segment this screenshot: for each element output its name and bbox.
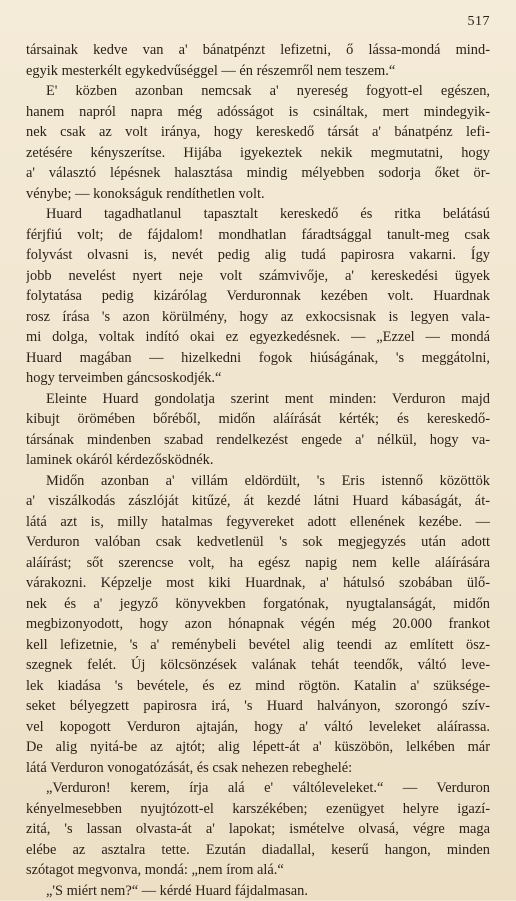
text-line: egyik mesterkélt egykedvűséggel — én részemről nem teszem.“	[26, 61, 490, 82]
text-line: kibujt örömében bőréből, midőn aláírását kérték; és kereskedő-	[26, 409, 490, 430]
text-line: kell lefizetnie, 's a' reménybeli bevétel alig teendi az említett ösz-	[26, 635, 490, 656]
text-line: látá azt is, milly hatalmas fegyvereket adott ellenének kezébe. —	[26, 512, 490, 533]
text-line: várakozni. Képzelje most kiki Huardnak, a' hátulsó szobában ülő-	[26, 573, 490, 594]
text-line: laminek okáról kérdezősködnék.	[26, 450, 490, 471]
text-line: társainak kedve van a' bánatpénzt lefizetni, ő lássa-mondá mind-	[26, 40, 490, 61]
text-line: hanem napról napra még adósságot is csináltak, mert mindegyik-	[26, 102, 490, 123]
text-line: folytatása pedig kizárólag Verduronnak kezében volt. Huardnak	[26, 286, 490, 307]
text-line: Huard tagadhatlanul tapasztalt kereskedő és ritka belátású	[26, 204, 490, 225]
text-line: megbizonyodott, hogy azon hónapnak végén még 20.000 frankot	[26, 614, 490, 635]
text-line: szótagot megvonva, mondá: „nem írom alá.“	[26, 860, 490, 881]
text-line: aláírást; sőt szerencse volt, ha egész napig nem kelle aláírására	[26, 553, 490, 574]
text-line: szegnek felét. Új kölcsönzések valának tehát teendők, váltó leve-	[26, 655, 490, 676]
text-line: seket bélyegzett papirosra irá, 's Huard halványon, szorongó szív-	[26, 696, 490, 717]
text-line: folyvást olvasni is, nevét pedig alig tudá papirosra vakarni. Így	[26, 245, 490, 266]
page-number: 517	[468, 14, 491, 30]
text-line: társának mindenben szabad rendelkezést engede a' nélkül, hogy va-	[26, 430, 490, 451]
text-line: Verduron valóban csak kedvetlenül 's sok megjegyzés után adott	[26, 532, 490, 553]
text-line: kényelmesebben nyujtózott-el karszékében; ezenügyet helyre igazí-	[26, 799, 490, 820]
text-line: férjfiú volt; de fájdalom! mondhatlan fáradtsággal tanult-meg csak	[26, 225, 490, 246]
text-line: Eleinte Huard gondolatja szerint ment minden: Verduron majd	[26, 389, 490, 410]
body-text	[26, 40, 490, 901]
text-line: zetésére kényszerítse. Hijába igyekeztek nekik megmutatni, hogy	[26, 143, 490, 164]
text-line: jobb nevelést nyert neje volt számvivője, a' kereskedési ügyek	[26, 266, 490, 287]
text-line: De alig nyitá-be az ajtót; alig lépett-át a' küszöbön, lelkében már	[26, 737, 490, 758]
text-line: „'S miért nem?“ — kérdé Huard fájdalmasan.	[26, 881, 490, 901]
text-line: elébe az asztalra tette. Ezután diadallal, keserű hangon, minden	[26, 840, 490, 861]
text-line: vénybe; — konokságuk rendíthetlen volt.	[26, 184, 490, 205]
text-line: E' közben azonban nemcsak a' nyereség fogyott-el egészen,	[26, 81, 490, 102]
text-line: a' választó lépésnek halasztása mindig mélyebben sodorja őket ör-	[26, 163, 490, 184]
text-line: hogy terveimben gáncsoskodjék.“	[26, 368, 490, 389]
text-line: Huard magában — hizelkedni fogok hiúságának, 's meggátolni,	[26, 348, 490, 369]
text-line: a' viszálkodás zászlóját kitűzé, át kezdé látni Huard kábaságát, át-	[26, 491, 490, 512]
text-line: látá Verduron vonogatózását, és csak nehezen rebeghelé:	[26, 758, 490, 779]
text-line: Midőn azonban a' villám eldördült, 's Eris istennő közöttök	[26, 471, 490, 492]
text-line: nek és a' jegyző könyvekben forgatónak, nyugtalanságát, midőn	[26, 594, 490, 615]
text-line: nek csak az volt iránya, hogy kereskedő társát a' bánatpénz lefi-	[26, 122, 490, 143]
text-line: vel kopogott Verduron ajtaján, hogy a' váltó leveleket aláírassa.	[26, 717, 490, 738]
text-line: zitá, 's lassan olvasta-át a' lapokat; ismételve olvasá, végre maga	[26, 819, 490, 840]
text-line: rosz írása 's azon körülmény, hogy az exkocsisnak is legyen vala-	[26, 307, 490, 328]
text-line: „Verduron! kerem, írja alá e' váltóleveleket.“ — Verduron	[26, 778, 490, 799]
text-line: mi dolga, voltak indító okai ez egyezkedésnek. — „Ezzel — mondá	[26, 327, 490, 348]
text-line: lek kiadása 's bevétele, és ez mind rögtön. Katalin a' szüksége-	[26, 676, 490, 697]
